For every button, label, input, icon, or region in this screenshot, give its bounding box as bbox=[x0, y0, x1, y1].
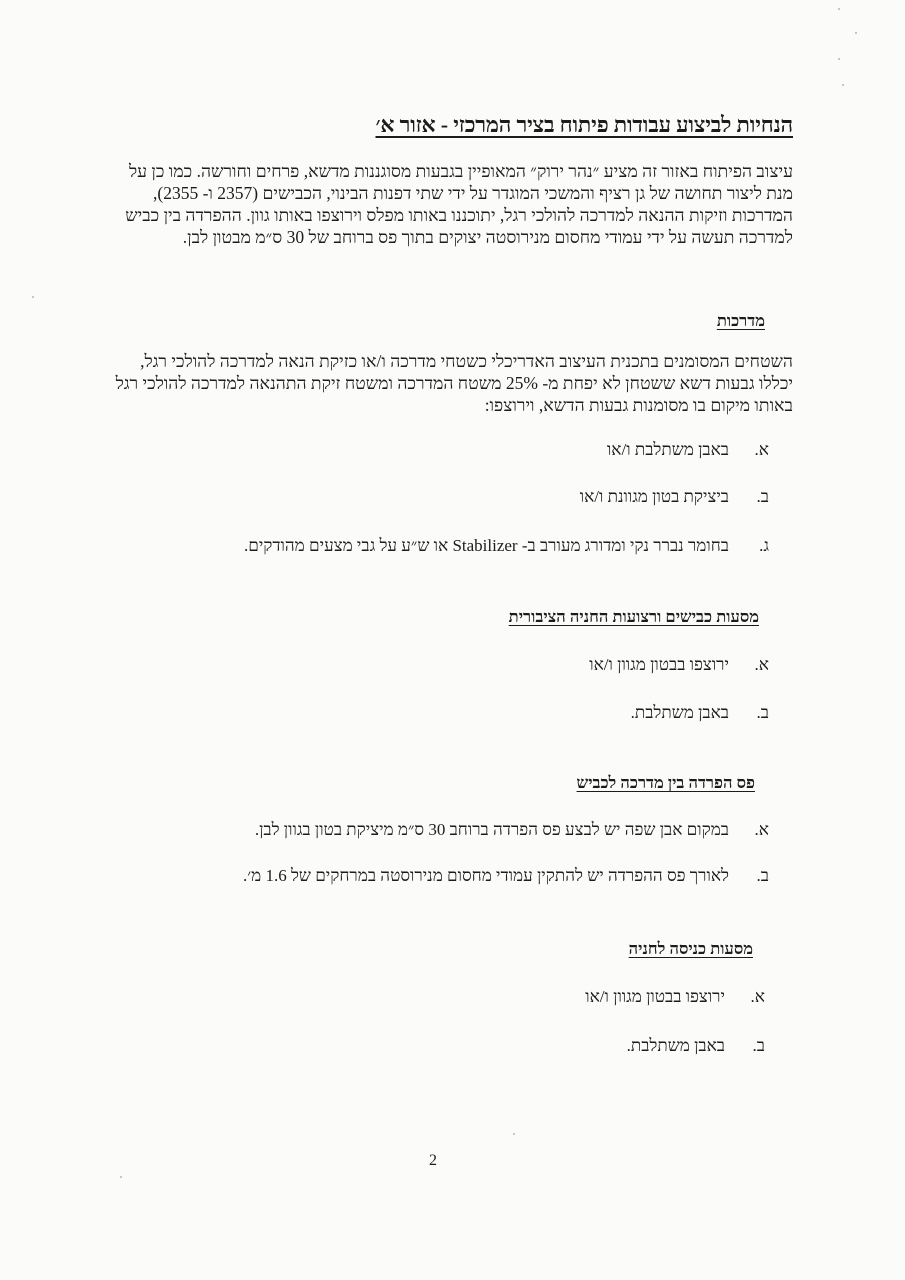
list-item bbox=[631, 703, 769, 723]
section-heading-sidewalks: מדרכות bbox=[716, 311, 765, 330]
scan-speck bbox=[842, 84, 844, 86]
list-item bbox=[607, 440, 769, 460]
list-item bbox=[585, 987, 765, 1007]
list-item-letter: א. bbox=[754, 655, 769, 674]
list-item bbox=[243, 866, 769, 886]
page-number: 2 bbox=[429, 1152, 437, 1169]
list-item-text: ירוצפו בבטון מגוון ו/או bbox=[585, 987, 725, 1006]
scan-speck bbox=[120, 1176, 122, 1178]
list-item bbox=[255, 820, 769, 840]
list-item bbox=[589, 655, 769, 675]
list-item-text: באבן משתלבת ו/או bbox=[606, 440, 729, 459]
scan-speck bbox=[513, 1133, 515, 1135]
section-heading-separation: פס הפרדה בין מדרכה לכביש bbox=[576, 773, 755, 792]
list-item-text: ירוצפו בבטון מגוון ו/או bbox=[589, 655, 729, 674]
list-item-text: לאורך פס ההפרדה יש להתקין עמודי מחסום מנירוסטה במרחקים של 1.6 מ׳. bbox=[242, 866, 729, 885]
list-item-letter: ב. bbox=[752, 1036, 765, 1055]
list-item-letter: א. bbox=[754, 820, 769, 839]
list-item bbox=[244, 536, 769, 556]
scan-speck bbox=[838, 58, 840, 60]
intro-paragraph: עיצוב הפיתוח באזור זה מציע ״נהר ירוק״ המאופיין בגבעות מסוגננות מדשא, פרחים וחורשה. כמו כן על מנת ליצור תחושה של גן רציף והמשכי המוגדר על ידי שתי דפנות הבינוי, הכבישים (2357 ו- 2355), המדרכות וזיקות ההנאה למדרכה להולכי רגל, יתוכננו באותו מפלס וירוצפו באותו גוון. ההפרדה בין כביש למדרכה תעשה על ידי עמודי מחסום מנירוסטה יצוקים בתוך פס ברוחב של 30 ס״מ מבטון לבן. bbox=[125, 161, 793, 247]
page-title: הנחיות לביצוע עבודות פיתוח בציר המרכזי - אזור א׳ bbox=[375, 112, 793, 137]
list-item-letter: א. bbox=[750, 987, 765, 1006]
section-heading-parking-entry: מסעות כניסה לחניה bbox=[628, 939, 753, 958]
scan-speck bbox=[855, 32, 857, 34]
list-item-text: ביציקת בטון מגוונת ו/או bbox=[579, 487, 729, 506]
list-item-text: בחומר נברר נקי ומדורג מעורב ב- Stabilizer או ש״ע על גבי מצעים מהודקים. bbox=[243, 536, 729, 555]
scan-speck bbox=[32, 296, 34, 298]
list-item-text: באבן משתלבת. bbox=[626, 1036, 725, 1055]
sidewalks-paragraph: השטחים המסומנים בתכנית העיצוב האדריכלי כשטחי מדרכה ו/או כזיקת הנאה למדרכה להולכי רגל, יכללו גבעות דשא ששטחן לא יפחת מ- 25% משטח המדרכה ומשטח זיקת התהנאה למדרכה להולכי רגל באותו מיקום בו מסומנות גבעות הדשא, וירוצפו: bbox=[115, 351, 793, 415]
list-item bbox=[580, 487, 769, 507]
list-item bbox=[627, 1036, 765, 1056]
list-item-letter: ב. bbox=[756, 703, 769, 722]
list-item-letter: ב. bbox=[756, 866, 769, 885]
list-item-text: באבן משתלבת. bbox=[630, 703, 729, 722]
list-item-text: במקום אבן שפה יש לבצע פס הפרדה ברוחב 30 ס״מ מיציקת בטון בגוון לבן. bbox=[254, 820, 729, 839]
list-item-letter: ג. bbox=[759, 536, 769, 555]
list-item-letter: ב. bbox=[756, 487, 769, 506]
list-item-letter: א. bbox=[754, 440, 769, 459]
scan-speck bbox=[838, 8, 840, 10]
section-heading-roads: מסעות כבישים ורצועות החניה הציבורית bbox=[508, 607, 759, 626]
